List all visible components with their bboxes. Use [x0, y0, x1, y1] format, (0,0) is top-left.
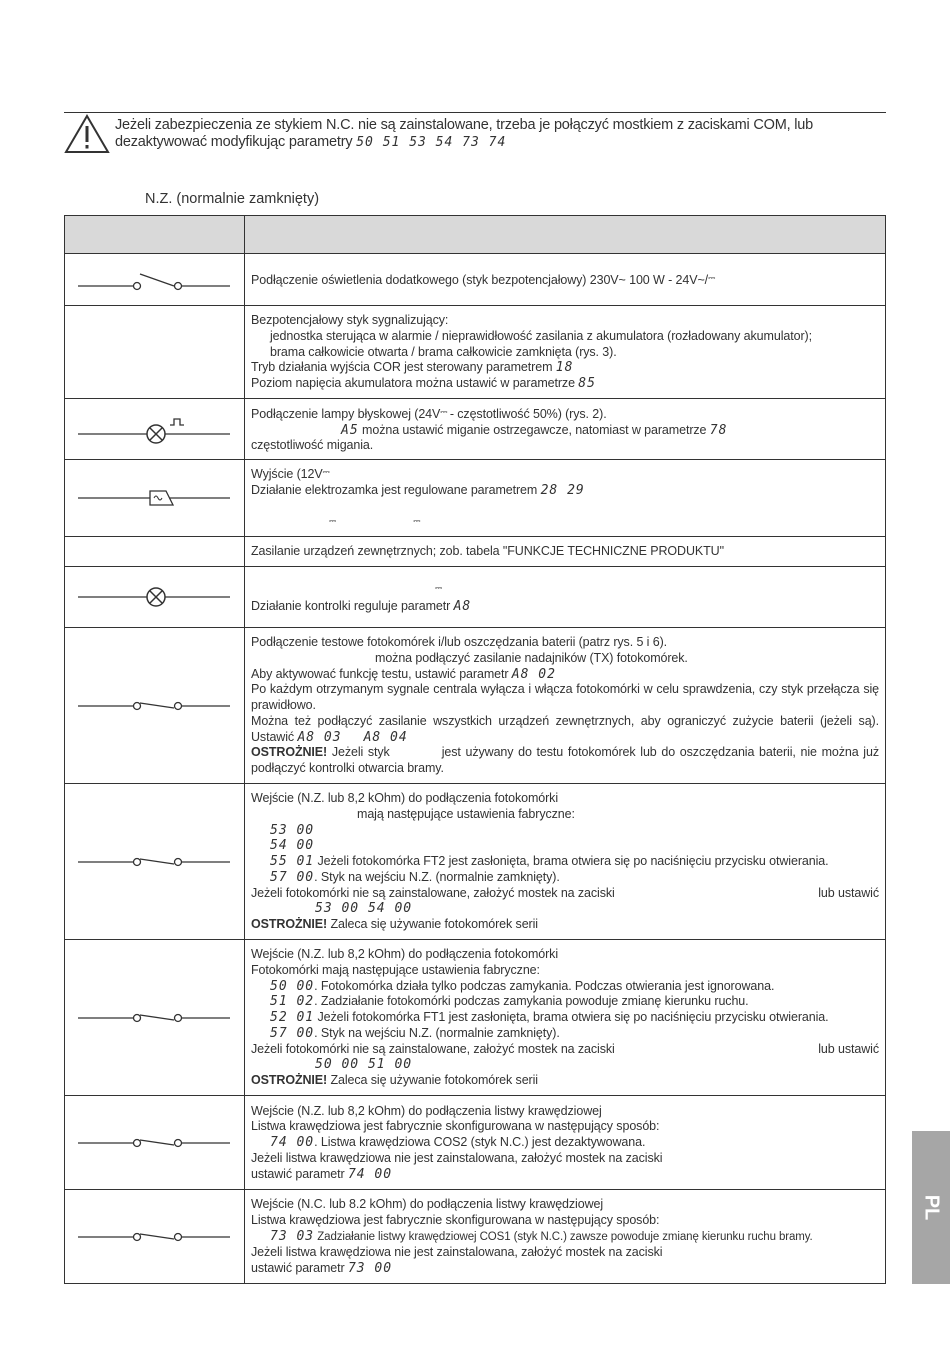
row-description: Bezpotencjałowy styk sygnalizujący: jednostka sterująca w alarmie / nieprawidłowość zasilania z akumulatora (rozładowany akumulator); brama całkowicie otwarta / brama całkowicie zamknięta (rys. 3). Tryb działania wyjścia COR jest sterowany parametrem 18 Poziom napięcia akumulatora można ustawić w parametrze 85	[245, 306, 886, 399]
switch-closed-symbol	[65, 940, 245, 1096]
switch-closed-symbol	[65, 1190, 245, 1284]
flashing-lamp-symbol	[65, 399, 245, 460]
row-description: Podłączenie oświetlenia dodatkowego (styk bezpotencjałowy) 230V~ 100 W - 24V~/⎓	[245, 254, 886, 306]
table-row	[65, 628, 886, 784]
indicator-lamp-symbol	[65, 567, 245, 628]
row-description: Wejście (N.Z. lub 8,2 kOhm) do podłączenia fotokomórki Fotokomórki mają następujące ustawienia fabryczne: 50 00. Fotokomórka działa tylko podczas zamykania. Podczas otwierania jest ignorowana. 51 02. Zadziałanie fotokomórki podczas zamykania powoduje zmianę kierunku ruchu. 52 01 Jeżeli fotokomórka FT1 jest zasłonięta, brama otwiera się po naciśnięciu przycisku otwierania. 57 00. Styk na wejściu N.Z. (normalnie zamknięty). Jeżeli fotokomórki nie są zainstalowane, założyć mostek na zaciski lub ustawić 50 00 51 00 OSTROŻNIE! Zaleca się używanie fotokomórek serii	[245, 940, 886, 1096]
symbol-cell-empty	[65, 306, 245, 399]
table-row	[65, 567, 886, 628]
table-row	[65, 460, 886, 537]
switch-closed-symbol	[65, 1096, 245, 1190]
header-cell-description	[245, 216, 886, 254]
electric-lock-symbol	[65, 460, 245, 537]
row-description: Podłączenie lampy błyskowej (24V⎓ - częstotliwość 50%) (rys. 2). A5 można ustawić miganie ostrzegawcze, natomiast w parametrze 78 częstotliwość migania.	[245, 399, 886, 460]
table-row	[65, 399, 886, 460]
table-row	[65, 784, 886, 940]
warning-icon	[64, 114, 110, 154]
row-description: Wejście (N.Z. lub 8,2 kOhm) do podłączenia fotokomórki mają następujące ustawienia fabryczne: 53 00 54 00 55 01 Jeżeli fotokomórka FT2 jest zasłonięta, brama otwiera się po naciśnięciu przycisku otwierania. 57 00. Styk na wejściu N.Z. (normalnie zamknięty). Jeżeli fotokomórki nie są zainstalowane, założyć mostek na zaciski lub ustawić 53 00 54 00 OSTROŻNIE! Zaleca się używanie fotokomórek serii	[245, 784, 886, 940]
switch-closed-symbol	[65, 784, 245, 940]
terminal-table	[64, 215, 886, 1284]
header-cell-symbol	[65, 216, 245, 254]
warning-params: 50 51 53 54 73 74	[356, 135, 507, 150]
language-tab: PL	[912, 1131, 950, 1284]
row-description: Podłączenie testowe fotokomórek i/lub oszczędzania baterii (patrz rys. 5 i 6). można podłączyć zasilanie nadajników (TX) fotokomórek. Aby aktywować funkcję testu, ustawić parametr A8 02 Po każdym otrzymanym sygnale centrala wyłącza i włącza fotokomórki w celu sprawdzenia, czy styk przełącza się prawidłowo. Można też podłączyć zasilanie wszystkich urządzeń zewnętrznych, aby ograniczyć zużycie baterii (jeżeli są). Ustawić A8 03 A8 04 OSTROŻNIE! Jeżeli styk jest używany do testu fotokomórek lub do oszczędzania baterii, nie można już podłączyć kontrolki otwarcia bramy.	[245, 628, 886, 784]
nz-label: N.Z. (normalnie zamknięty)	[145, 191, 320, 207]
symbol-cell-empty	[65, 537, 245, 567]
switch-open-symbol	[65, 254, 245, 306]
row-description: Wyjście (12V⎓ Działanie elektrozamka jest regulowane parametrem 28 29 ⎓ ⎓	[245, 460, 886, 537]
table-row	[65, 306, 886, 399]
switch-closed-symbol	[65, 628, 245, 784]
row-description: ⎓ Działanie kontrolki reguluje parametr A8	[245, 567, 886, 628]
table-header-row	[65, 216, 886, 254]
table-row	[65, 537, 886, 567]
table-row	[65, 254, 886, 306]
table-row	[65, 940, 886, 1096]
row-description: Wejście (N.Z. lub 8,2 kOhm) do podłączenia listwy krawędziowej Listwa krawędziowa jest fabrycznie skonfigurowana w następujący sposób: 74 00. Listwa krawędziowa COS2 (styk N.C.) jest dezaktywowana. Jeżeli listwa krawędziowa nie jest zainstalowana, założyć mostek na zaciski ustawić parametr 74 00	[245, 1096, 886, 1190]
row-description: Zasilanie urządzeń zewnętrznych; zob. tabela "FUNKCJE TECHNICZNE PRODUKTU"	[245, 537, 886, 567]
dc-symbol: ⎓	[708, 273, 715, 284]
table-row	[65, 1096, 886, 1190]
row-description: Wejście (N.C. lub 8.2 kOhm) do podłączenia listwy krawędziowej Listwa krawędziowa jest fabrycznie skonfigurowana w następujący sposób: 73 03 Zadziałanie listwy krawędziowej COS1 (styk N.C.) zawsze powoduje zmianę kierunku ruchu bramy. Jeżeli listwa krawędziowa nie jest zainstalowana, założyć mostek na zaciski ustawić parametr 73 00	[245, 1190, 886, 1284]
top-rule	[64, 112, 886, 113]
warning-text: Jeżeli zabezpieczenia ze stykiem N.C. nie są zainstalowane, trzeba je połączyć mostkiem z zaciskami COM, lub dezaktywować modyfikując parametry 50 51 53 54 73 74	[115, 117, 814, 150]
table-row	[65, 1190, 886, 1284]
